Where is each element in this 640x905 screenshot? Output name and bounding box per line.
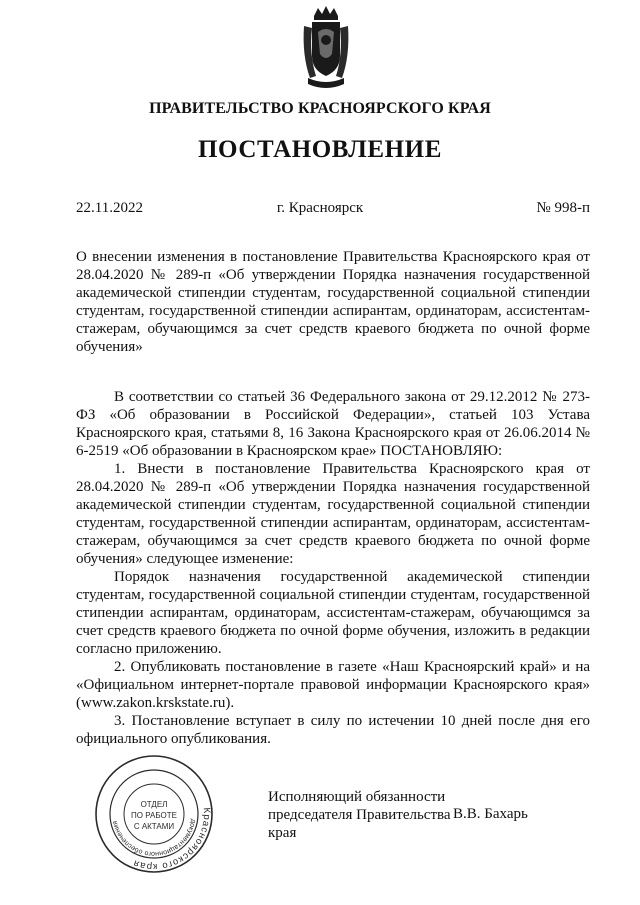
paragraph-item-3: 3. Постановление вступает в силу по истечении 10 дней после дня его официального опубликования. — [76, 713, 590, 747]
stamp-outer-text: Красноярского края — [131, 807, 213, 873]
document-title: О внесении изменения в постановление Правительства Красноярского края от 28.04.2020 № 289-п «Об утверждении Порядка назначения государственной академической стипендии студентам, государственной социальной стипендии студентам, государственной стипендии аспирантам, ординаторам, ассистентам-стажерам, обучающимся за счет средств краевого бюджета по очной форме обучения» — [76, 249, 590, 355]
signatory-name: В.В. Бахарь — [453, 806, 528, 822]
stamp-inner-text: документационного обеспечения — [111, 818, 197, 858]
stamp-center-line2: ПО РАБОТЕ — [131, 811, 177, 820]
stamp-center-line3: С АКТАМИ — [133, 822, 175, 831]
coat-of-arms-icon — [300, 6, 352, 90]
document-city: г. Красноярск — [276, 200, 364, 216]
paragraph-amendment: Порядок назначения государственной академической стипендии студентам, государственной социальной стипендии студентам, государственной стипендии аспирантам, ординаторам, ассистентам-стажерам, обучающимся за счет средств краевого бюджета по очной форме обучения, изложить в редакции согласно приложению. — [76, 569, 590, 657]
stamp-seal — [92, 752, 216, 876]
paragraph-item-2: 2. Опубликовать постановление в газете «Наш Красноярский край» и на «Официальном интернет-портале правовой информации Красноярского края» (www.zakon.krskstate.ru). — [76, 659, 590, 711]
government-title: ПРАВИТЕЛЬСТВО КРАСНОЯРСКОГО КРАЯ — [149, 100, 491, 117]
paragraph-preamble: В соответствии со статьей 36 Федерального закона от 29.12.2012 № 273-ФЗ «Об образовании в Российской Федерации», статьей 103 Устава Красноярского края, статьями 8, 16 Закона Красноярского края от 26.06.2014 № 6-2519 «Об образовании в Красноярском крае» ПОСТАНОВЛЯЮ: — [76, 389, 590, 459]
document-number: № 998-п — [536, 200, 590, 216]
document-type: ПОСТАНОВЛЕНИЕ — [197, 136, 443, 163]
stamp-center-line1: ОТДЕЛ — [140, 800, 168, 809]
document-date: 22.11.2022 — [76, 200, 143, 216]
signatory-position: Исполняющий обязанности председателя Правительства края — [268, 789, 451, 841]
document-body — [76, 388, 590, 748]
paragraph-item-1: 1. Внести в постановление Правительства Красноярского края от 28.04.2020 № 289-п «Об утверждении Порядка назначения государственной академической стипендии студентам, государственной социальной стипендии студентам, государственной стипендии аспирантам, ординаторам, ассистентам-стажерам, обучающимся за счет средств краевого бюджета по очной форме обучения» следующее изменение: — [76, 461, 590, 567]
